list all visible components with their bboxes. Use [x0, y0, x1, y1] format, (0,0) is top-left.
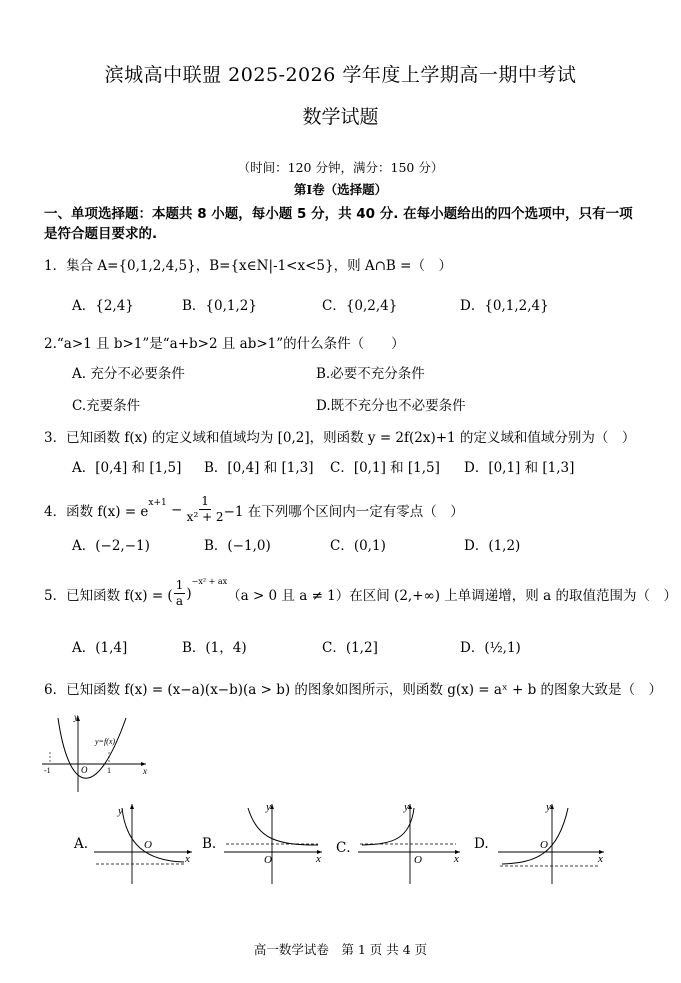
exam-title: 滨城高中联盟 2025-2026 学年度上学期高一期中考试 — [104, 64, 577, 86]
question-1-option-a[interactable]: A．{2,4} — [72, 298, 134, 314]
question-4-option-a[interactable]: A．(−2,−1) — [72, 538, 150, 554]
question-4-fraction-denominator: x² + 2 — [186, 510, 224, 524]
page-footer: 高一数学试卷 第 1 页 共 4 页 — [253, 942, 428, 957]
question-6-option-a[interactable]: A. — [74, 836, 89, 852]
graph-b-x-label: x — [316, 853, 321, 865]
question-5-stem-part-a: 5．已知函数 f(x) = ( — [44, 587, 173, 604]
graph-c-x-label: x — [454, 853, 459, 865]
question-4-stem-part-c: −1 在下列哪个区间内一定有零点（ ） — [223, 503, 464, 520]
question-2-option-d[interactable]: D.既不充分也不必要条件 — [316, 398, 466, 414]
question-4-exponent: x+1 — [148, 497, 167, 508]
question-6-graph-b — [222, 800, 330, 886]
graph-c-origin-label: O — [414, 854, 422, 866]
figure-neg1-label: -1 — [44, 766, 51, 775]
question-4-stem — [44, 494, 464, 525]
graph-b-curve — [248, 808, 318, 845]
question-5-exponent: −x² + ax — [191, 577, 228, 586]
figure-one-label: 1 — [107, 766, 111, 775]
question-3-stem: 3．已知函数 f(x) 的定义域和值域均为 [0,2]，则函数 y = 2f(2x)+1 的定义域和值域分别为（ ） — [44, 430, 636, 446]
graph-d-curve — [502, 808, 568, 864]
graph-a-y-arrow — [130, 804, 134, 809]
question-1-option-c[interactable]: C．{0,2,4} — [322, 298, 398, 314]
section-instructions-line1: 一、单项选择题：本题共 8 小题，每小题 5 分，共 40 分. 在每小题给出的四个选项中，只有一项 — [44, 206, 633, 222]
question-5-stem-part-c: （a > 0 且 a ≠ 1）在区间 (2,+∞) 上单调递增，则 a 的取值范围为（ ） — [227, 587, 677, 604]
question-6-option-d[interactable]: D. — [474, 836, 489, 852]
graph-c-y-label: y — [404, 801, 409, 813]
question-5-option-d[interactable]: D．(½,1) — [460, 640, 521, 656]
graph-d-origin-label: O — [540, 839, 548, 851]
question-4-option-d[interactable]: D．(1,2) — [464, 538, 521, 554]
section-instructions-line2: 是符合题目要求的. — [44, 226, 158, 242]
figure-parabola-curve — [58, 718, 126, 778]
graph-a-y-label: y — [118, 805, 123, 817]
graph-a-origin-label: O — [144, 839, 152, 851]
graph-b-y-label: y — [266, 801, 271, 813]
question-3-option-d[interactable]: D．[0,1] 和 [1,3] — [464, 460, 575, 476]
figure-curve-label: y=f(x) — [95, 737, 116, 746]
exam-subtitle: 数学试题 — [302, 106, 379, 128]
question-1-option-b[interactable]: B．{0,1,2} — [182, 298, 257, 314]
question-1-option-d[interactable]: D．{0,1,2,4} — [460, 298, 549, 314]
question-5-fraction — [174, 578, 186, 609]
graph-a-x-label: x — [185, 853, 190, 865]
question-6-graph-d — [496, 800, 612, 886]
question-5-option-a[interactable]: A．(1,4] — [72, 640, 128, 656]
graph-d-x-label: x — [598, 853, 603, 865]
question-4-fraction — [187, 494, 224, 525]
graph-a-curve — [122, 808, 184, 862]
figure-origin-label: O — [81, 765, 88, 775]
question-6-graph-c — [356, 800, 468, 886]
question-6-option-c[interactable]: C． — [336, 840, 360, 856]
question-3-option-a[interactable]: A．[0,4] 和 [1,5] — [72, 460, 182, 476]
question-4-option-b[interactable]: B．(−1,0) — [204, 538, 271, 554]
question-4-fraction-numerator: 1 — [201, 494, 209, 508]
question-3-option-c[interactable]: C．[0,1] 和 [1,5] — [330, 460, 440, 476]
graph-d-y-label: y — [546, 801, 551, 813]
question-2-stem: 2.“a>1 且 b>1”是“a+b>2 且 ab>1”的什么条件（ ） — [44, 336, 405, 352]
question-4-option-c[interactable]: C．(0,1) — [330, 538, 386, 554]
figure-y-label: y — [74, 712, 78, 722]
question-2-option-c[interactable]: C.充要条件 — [72, 398, 141, 414]
question-4-stem-part-a: 4．函数 f(x) = e — [44, 503, 149, 520]
question-4-stem-part-b: − — [166, 501, 187, 518]
question-6-option-b[interactable]: B. — [202, 836, 217, 852]
question-5-stem — [44, 578, 677, 609]
question-1-stem: 1．集合 A={0,1,2,4,5}，B={x∈N|-1<x<5}，则 A∩B =（ ） — [44, 258, 452, 274]
question-3-option-b[interactable]: B．[0,4] 和 [1,3] — [204, 460, 314, 476]
question-5-option-c[interactable]: C．(1,2] — [322, 640, 378, 656]
question-2-option-b[interactable]: B.必要不充分条件 — [316, 366, 425, 382]
volume-heading: 第Ⅰ卷（选择题） — [293, 182, 388, 197]
exam-meta: （时间：120 分钟，满分：150 分） — [237, 160, 444, 175]
graph-c-curve — [362, 808, 414, 845]
graph-b-origin-label: O — [264, 854, 272, 866]
question-5-fraction-numerator: 1 — [175, 578, 184, 592]
question-5-option-b[interactable]: B．(1，4) — [182, 640, 247, 656]
question-5-fraction-denominator: a — [175, 594, 184, 608]
question-2-option-a[interactable]: A. 充分不必要条件 — [72, 366, 185, 382]
figure-x-label: x — [143, 766, 147, 776]
question-6-stem: 6．已知函数 f(x) = (x−a)(x−b)(a > b) 的图象如图所示，则函数 g(x) = aˣ + b 的图象大致是（ ） — [44, 682, 663, 698]
question-6-graph-a — [92, 800, 200, 886]
question-5-stem-part-b: ) — [186, 585, 192, 602]
question-6-parabola-figure — [40, 712, 152, 794]
